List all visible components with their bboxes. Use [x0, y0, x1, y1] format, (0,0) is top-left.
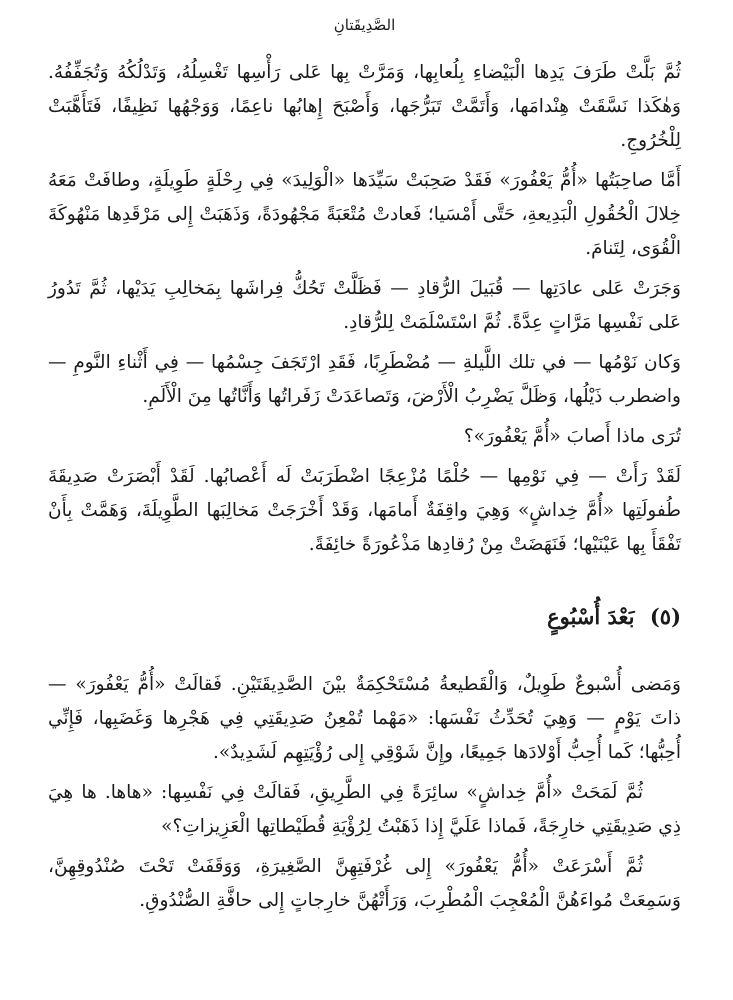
- paragraph: تُرَى ماذا أَصابَ «أُمَّ يَعْفُورَ»؟: [463, 426, 681, 447]
- paragraph: أَمَّا صاحِبَتُها «أُمُّ يَعْفُورَ» فَقَدْ صَحِبَتْ سَيِّدَها «الْوَلِيدَ» فِي رِحْلَةٍ طَوِيلَةٍ، وطافَتْ مَعَهُ خِلالَ الْحُقُولِ الْبَدِيعةِ، حَتَّى أَمْسَيا؛ فَعادتْ مُتْعَبَةً مَجْهُودَةً، وَذَهَبَتْ إِلى مَرْقَدِها مَنْهُوكَةَ الْقُوَى، لِتَنامَ.: [48, 170, 681, 259]
- paragraph: وَمَضى أُسْبوعٌ طَوِيلٌ، وَالْقَطيعةُ مُسْتَحْكِمَةٌ بيْنَ الصَّدِيقَتَيْنِ. فَقالَتْ «أُمُّ يَعْفُورَ» — ذاتَ يَوْمٍ — وَهِيَ تُحَدِّثُ نَفْسَها: «مَهْما تُمْعِنُ صَدِيقَتِي فِي هَجْرِها وَغَضَبِها، فَإِنِّي أُحِبُّها؛ كَما أُحِبُّ أَوْلادَها جَمِيعًا، وإِنَّ شَوْقِي إِلى رُؤْيَتِهِم لَشَدِيدٌ».: [48, 674, 681, 763]
- paragraph: ثُمَّ أَسْرَعَتْ «أُمُّ يَعْفُورَ» إِلى غُرْفَتِهِنَّ الصَّغِيرَةِ، وَوَقَفَتْ تَحْتَ صُنْدُوقِهِنَّ، وَسَمِعَتْ مُواءَهُنَّ الْمُعْجِبَ الْمُطْرِبَ، وَرَأَتْهُنَّ خارِجاتٍ إِلى حافَّةِ الصُّنْدُوقِ.: [48, 856, 681, 911]
- paragraph: وَجَرَتْ عَلى عادَتِها — قُبَيلَ الرُّقادِ — فَظَلَّتْ تَحُكُّ فِراشَها بِمَخالِبِ يَدَيْها، ثُمَّ تَدُورُ عَلى نَفْسِها مَرَّاتٍ عِدَّةً. ثُمَّ اسْتَسْلَمَتْ لِلرُّقادِ.: [48, 278, 681, 333]
- section-heading: [48, 600, 681, 634]
- section-title: بَعْدَ أُسْبُوعٍ: [547, 604, 635, 629]
- paragraph: وَكان نَوْمُها — في تلك اللَّيلةِ — مُضْطَرِبًا، فَقَدِ ارْتَجَفَ جِسْمُها — فِي أَثْناءِ النَّومِ — واضطرب ذَيْلُها، وَظَلَّ يَضْرِبُ الْأَرْضَ، وَتَصاعَدَتْ زَفَراتُها وَأَنَّاتُها مِنَ الْأَلَمِ.: [48, 352, 681, 407]
- section-number: (٥): [649, 604, 681, 629]
- paragraph: ثُمَّ بَلَّتْ طَرَفَ يَدِها الْبَيْضاءِ بِلُعابِها، وَمَرَّتْ بِها عَلى رَأْسِها تَغْسِلُهُ، وَتَدْلُكُهُ وَتُجَفِّفُهُ. وَهٰكَذا نَسَّقَتْ هِنْدامَها، وَأَتَمَّتْ تَبَرُّجَها، وَأَصْبَحَ إِهابُها ناعِمًا، وَوَجْهُها نَظِيفًا، فَتَأَهَّبَتْ لِلْخُرُوجِ.: [48, 62, 681, 151]
- running-head: الصَّدِيقَتانِ: [333, 16, 396, 34]
- paragraph: لَقَدْ رَأَتْ — فِي نَوْمِها — حُلْمًا مُزْعِجًا اضْطَرَبَتْ لَه أَعْصابُها. لَقَدْ أَبْصَرَتْ صَدِيقَةَ طُفولَتِها «أُمَّ خِداشٍ» وَهِيَ واقِفَةٌ أَمامَها، وَقَدْ أَخْرَجَتْ مَخالِبَها الطَّوِيلَةَ، وَهَمَّتْ بِأَنْ تَفْقَأَ بِها عَيْنَيْها؛ فَنَهَضَتْ مِنْ رُقادِها مَذْعُورَةً خائِفَةً.: [48, 466, 681, 555]
- paragraph: ثُمَّ لَمَحَتْ «أُمَّ خِداشٍ» سائِرَةً فِي الطَّرِيقِ، فَقالَتْ فِي نَفْسِها: «هاها. ها هِيَ ذِي صَدِيقَتِي خارِجَةً، فَماذا عَلَيَّ إِذا ذَهَبْتُ لِرُؤْيَةِ قُطَيْطاتِها الْعَزِيزاتِ؟»: [48, 782, 681, 837]
